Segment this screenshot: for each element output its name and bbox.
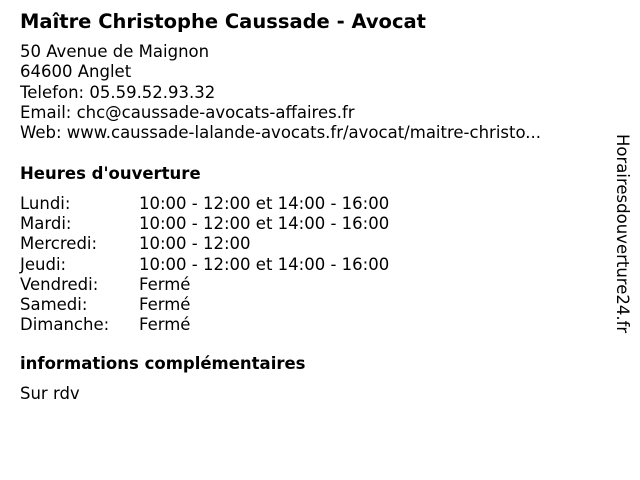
website-link[interactable]: Web: www.caussade-lalande-avocats.fr/avocat/maitre-christo...: [20, 123, 542, 143]
watermark-text: Horairesdouverture24.fr: [613, 134, 632, 334]
hours-day-label: Jeudi:: [20, 254, 67, 274]
hours-time-value: 10:00 - 12:00 et 14:00 - 16:00: [139, 254, 390, 274]
hours-day-label: Lundi:: [20, 194, 71, 213]
hours-time-value: Fermé: [139, 294, 191, 314]
address-street: 50 Avenue de Maignon: [20, 42, 210, 61]
hours-time-value: Fermé: [139, 274, 191, 294]
phone-number: Telefon: 05.59.52.93.32: [20, 82, 216, 102]
hours-time-value: 10:00 - 12:00 et 14:00 - 16:00: [139, 194, 390, 213]
opening-hours-heading: Heures d'ouverture: [20, 164, 201, 183]
additional-info-text: Sur rdv: [20, 384, 80, 403]
hours-day-label: Dimanche:: [20, 315, 110, 335]
hours-day-label: Samedi:: [20, 294, 88, 314]
email-address: Email: chc@caussade-avocats-affaires.fr: [20, 102, 355, 122]
hours-time-value: 10:00 - 12:00: [139, 234, 251, 254]
page-title: Maître Christophe Caussade - Avocat: [20, 10, 426, 33]
hours-day-label: Mardi:: [20, 214, 72, 234]
contact-details: [20, 42, 541, 143]
hours-time-value: 10:00 - 12:00 et 14:00 - 16:00: [139, 214, 390, 234]
additional-info-heading: informations complémentaires: [20, 354, 306, 373]
hours-time-value: Fermé: [139, 315, 191, 335]
hours-day-label: Mercredi:: [20, 234, 98, 254]
hours-day-label: Vendredi:: [20, 274, 99, 294]
address-city: 64600 Anglet: [20, 62, 132, 82]
site-watermark: [612, 134, 636, 372]
